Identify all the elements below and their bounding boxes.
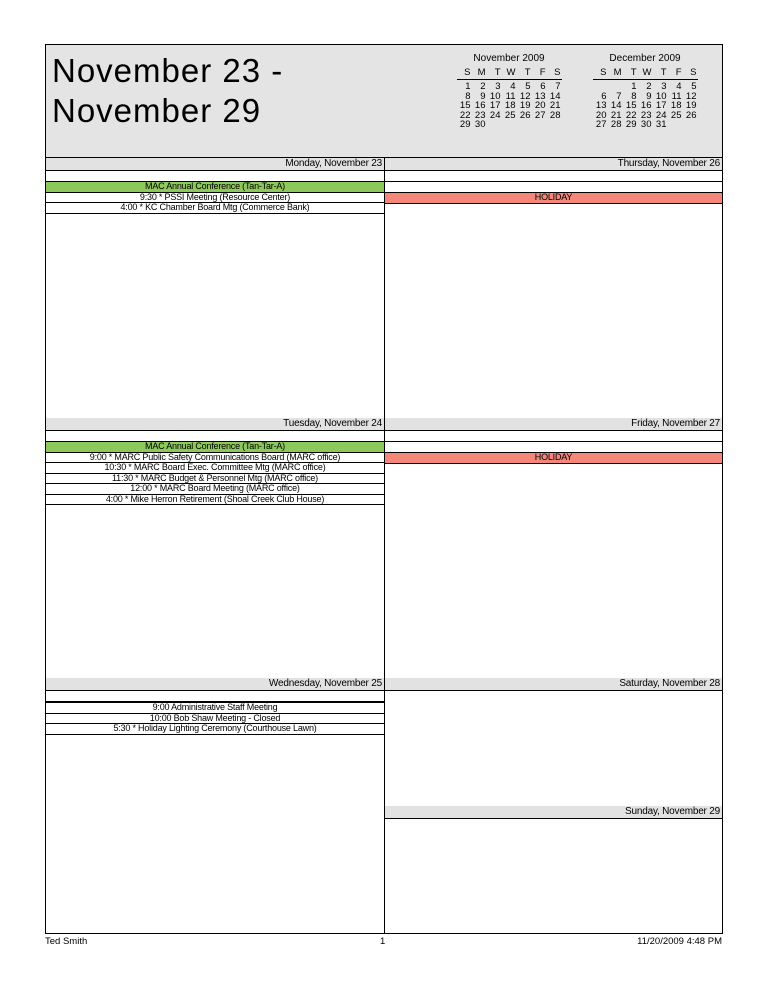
date-cell[interactable]: 1 [623, 80, 638, 92]
day-monday [46, 158, 384, 214]
day-saturday [385, 678, 722, 691]
date-cell[interactable]: 8 [465, 90, 471, 102]
dow-row [593, 68, 698, 80]
date-cell[interactable] [532, 120, 547, 130]
calendar-event[interactable]: 9:00 * MARC Public Safety Communications Board (MARC office) [46, 453, 384, 464]
day-header: Saturday, November 28 [385, 678, 722, 691]
date-cell[interactable]: 1 [457, 80, 472, 92]
date-cell[interactable]: 17 [655, 100, 667, 111]
date-cell[interactable]: 21 [610, 109, 622, 121]
week-header [46, 45, 722, 158]
holiday-event[interactable]: HOLIDAY [385, 193, 722, 204]
date-cell[interactable]: 11 [671, 90, 682, 102]
date-cell[interactable]: 25 [670, 109, 682, 121]
week-row [457, 111, 562, 121]
date-cell[interactable]: 5 [517, 80, 532, 92]
blank-row [385, 442, 722, 453]
mini-calendar-grid [593, 68, 698, 130]
footer-printed-timestamp: 11/20/2009 4:48 PM [637, 936, 722, 947]
mini-calendar-grid [457, 68, 562, 130]
date-cell[interactable]: 9 [480, 90, 486, 102]
date-cell[interactable]: 10 [489, 90, 501, 102]
calendar-event[interactable]: 10:30 * MARC Board Exec. Committee Mtg (MARC office) [46, 463, 384, 474]
week-title [52, 51, 283, 131]
dow-cell: F [675, 66, 682, 78]
dow-cell: M [477, 66, 486, 78]
date-cell[interactable]: 21 [549, 100, 561, 111]
date-cell[interactable]: 30 [640, 119, 652, 130]
day-sunday [385, 806, 722, 819]
day-header: Wednesday, November 25 [46, 678, 384, 691]
day-header: Tuesday, November 24 [46, 418, 384, 431]
date-cell[interactable]: 19 [519, 100, 531, 111]
date-cell[interactable]: 26 [519, 109, 531, 121]
blank-row [385, 182, 722, 193]
week-row [593, 80, 698, 92]
date-cell[interactable]: 15 [459, 100, 471, 111]
date-cell[interactable]: 30 [474, 119, 486, 130]
date-cell[interactable]: 23 [640, 109, 652, 121]
date-cell[interactable]: 14 [610, 100, 622, 111]
date-cell[interactable]: 12 [519, 90, 531, 102]
dow-cell: S [554, 66, 561, 78]
date-cell[interactable] [683, 120, 698, 130]
date-cell[interactable]: 31 [655, 119, 667, 130]
day-tuesday [46, 418, 384, 505]
date-cell[interactable]: 16 [640, 100, 652, 111]
dow-cell: T [660, 66, 667, 78]
calendar-event[interactable]: 10:00 Bob Shaw Meeting - Closed [46, 714, 384, 725]
blank-row [46, 431, 384, 442]
date-cell[interactable]: 24 [489, 109, 501, 121]
footer-page-number: 1 [380, 936, 386, 947]
calendar-page [45, 44, 723, 934]
date-cell[interactable]: 23 [474, 109, 486, 121]
allday-event[interactable]: MAC Annual Conference (Tan-Tar-A) [46, 182, 384, 193]
week-row [457, 120, 562, 130]
date-cell[interactable]: 2 [472, 80, 487, 92]
blank-row [46, 171, 384, 182]
date-cell[interactable]: 13 [595, 100, 607, 111]
day-header: Thursday, November 26 [385, 158, 722, 171]
date-cell[interactable] [547, 120, 562, 130]
mini-calendar-december [585, 54, 705, 130]
date-cell[interactable] [608, 80, 623, 92]
date-cell[interactable]: 28 [610, 119, 622, 130]
mini-calendar-title: November 2009 [473, 53, 545, 64]
dow-cell: W [642, 66, 652, 78]
calendar-event[interactable]: 9:00 Administrative Staff Meeting [46, 703, 384, 714]
date-cell[interactable] [668, 120, 683, 130]
dow-cell: S [600, 66, 607, 78]
blank-row [385, 171, 722, 182]
dow-cell: S [464, 66, 471, 78]
date-cell[interactable]: 28 [549, 109, 561, 121]
day-header: Sunday, November 29 [385, 806, 722, 819]
date-cell[interactable]: 7 [616, 90, 622, 102]
date-cell[interactable]: 18 [670, 100, 682, 111]
date-cell[interactable]: 12 [685, 90, 697, 102]
dow-cell: T [524, 66, 531, 78]
dow-cell: M [613, 66, 622, 78]
date-cell[interactable]: 11 [505, 90, 516, 102]
date-cell[interactable]: 16 [474, 100, 486, 111]
date-cell[interactable]: 13 [534, 90, 546, 102]
date-cell[interactable]: 6 [532, 80, 547, 92]
date-cell[interactable]: 29 [625, 119, 637, 130]
date-cell[interactable]: 3 [487, 80, 502, 92]
calendar-event[interactable]: 9:30 * PSSI Meeting (Resource Center) [46, 193, 384, 204]
allday-event[interactable]: MAC Annual Conference (Tan-Tar-A) [46, 442, 384, 453]
date-cell[interactable]: 10 [655, 90, 667, 102]
dow-cell: S [690, 66, 697, 78]
week-title-line2: November 29 [52, 92, 262, 129]
date-cell[interactable]: 4 [668, 80, 683, 92]
date-cell[interactable]: 22 [459, 109, 471, 121]
date-cell[interactable]: 20 [595, 109, 607, 121]
date-cell[interactable]: 3 [653, 80, 668, 92]
date-cell[interactable]: 25 [504, 109, 516, 121]
mini-calendar-title: December 2009 [609, 53, 681, 64]
date-cell[interactable]: 7 [547, 80, 562, 92]
date-cell[interactable]: 8 [631, 90, 637, 102]
day-header: Friday, November 27 [385, 418, 722, 431]
date-cell[interactable] [487, 120, 502, 130]
blank-row [46, 691, 384, 703]
holiday-event[interactable]: HOLIDAY [385, 453, 722, 464]
day-header: Monday, November 23 [46, 158, 384, 171]
date-cell[interactable]: 27 [534, 109, 546, 121]
footer-author: Ted Smith [45, 936, 88, 947]
day-wednesday [46, 678, 384, 735]
date-cell[interactable]: 22 [625, 109, 637, 121]
calendar-event[interactable]: 4:00 * KC Chamber Board Mtg (Commerce Bank) [46, 203, 384, 214]
date-cell[interactable]: 17 [489, 100, 501, 111]
date-cell[interactable]: 14 [549, 90, 561, 102]
date-cell[interactable]: 2 [638, 80, 653, 92]
calendar-event[interactable]: 5:30 * Holiday Lighting Ceremony (Courthouse Lawn) [46, 724, 384, 735]
date-cell[interactable] [517, 120, 532, 130]
blank-row [385, 431, 722, 442]
date-cell[interactable]: 9 [646, 90, 652, 102]
date-cell[interactable]: 29 [459, 119, 471, 130]
date-cell[interactable]: 19 [685, 100, 697, 111]
dow-cell: T [630, 66, 637, 78]
week-row [593, 120, 698, 130]
date-cell[interactable]: 27 [595, 119, 607, 130]
date-cell[interactable] [593, 80, 608, 92]
date-cell[interactable]: 20 [534, 100, 546, 111]
date-cell[interactable] [502, 120, 517, 130]
week-row [457, 80, 562, 92]
mini-calendar-november [449, 54, 569, 130]
dow-row [457, 68, 562, 80]
dow-cell: T [494, 66, 501, 78]
date-cell[interactable]: 6 [601, 90, 607, 102]
date-cell[interactable]: 26 [685, 109, 697, 121]
date-cell[interactable]: 5 [683, 80, 698, 92]
date-cell[interactable]: 15 [625, 100, 637, 111]
calendar-event[interactable]: 12:00 * MARC Board Meeting (MARC office) [46, 484, 384, 495]
calendar-event[interactable]: 11:30 * MARC Budget & Personnel Mtg (MARC office) [46, 474, 384, 485]
week-title-line1: November 23 - [52, 52, 284, 89]
day-thursday [385, 158, 722, 204]
day-friday [385, 418, 722, 464]
dow-cell: W [506, 66, 516, 78]
date-cell[interactable]: 4 [502, 80, 517, 92]
calendar-event[interactable]: 4:00 * Mike Herron Retirement (Shoal Creek Club House) [46, 495, 384, 506]
date-cell[interactable]: 18 [504, 100, 516, 111]
dow-cell: F [539, 66, 546, 78]
date-cell[interactable]: 24 [655, 109, 667, 121]
